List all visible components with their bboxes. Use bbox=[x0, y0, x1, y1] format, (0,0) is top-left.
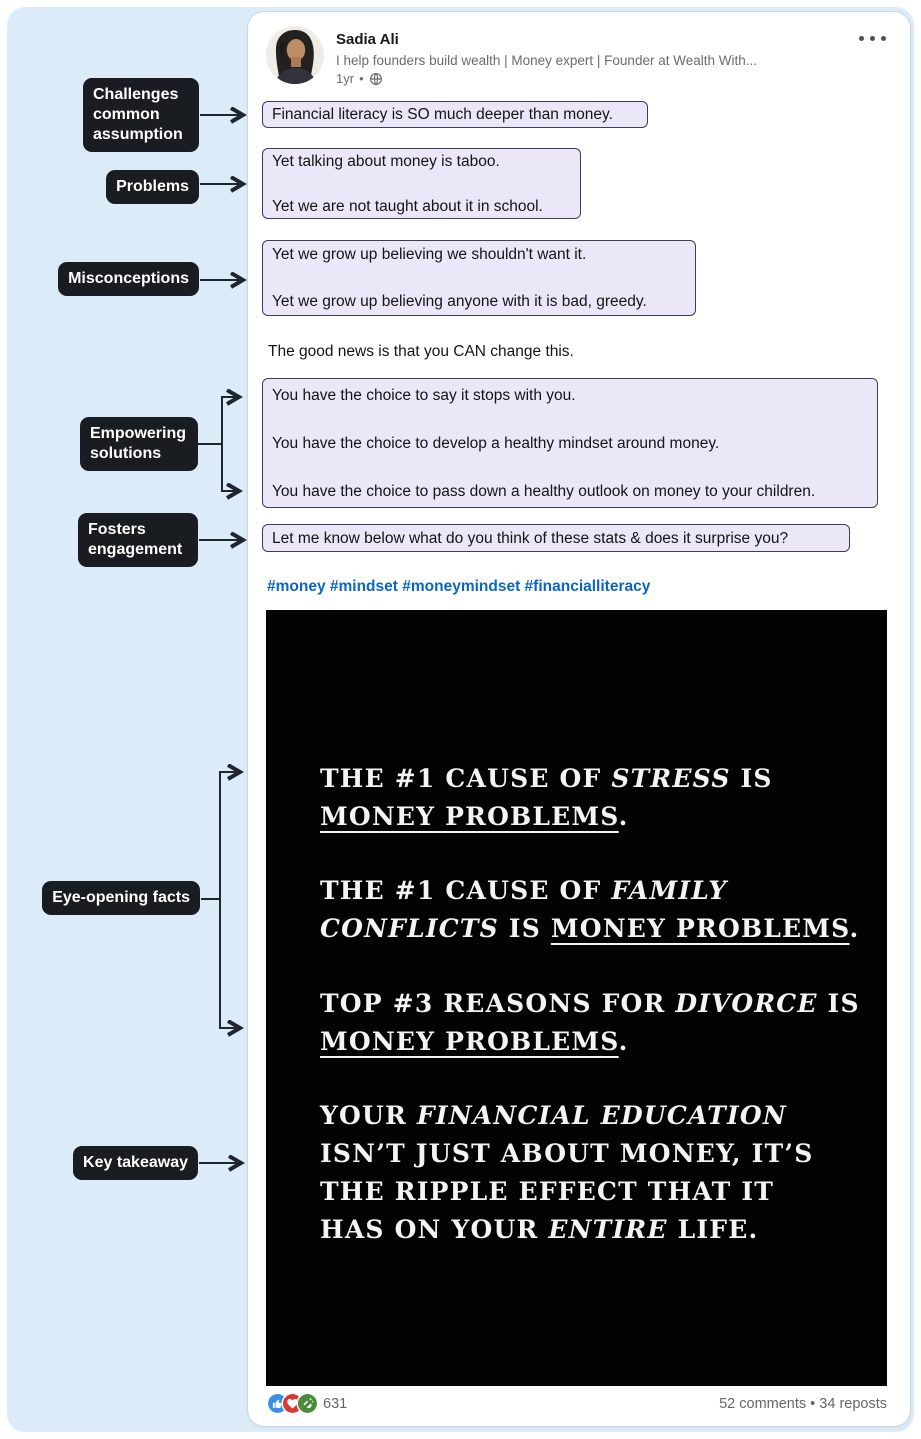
post-cta-highlight bbox=[262, 524, 850, 552]
ellipsis-icon bbox=[859, 36, 864, 41]
annotation-eye-opening-facts: Eye-opening facts bbox=[42, 881, 200, 915]
reposts-count[interactable]: 34 reposts bbox=[819, 1396, 887, 1412]
annotation-fosters-engagement: Fosters engagement bbox=[78, 513, 198, 567]
annotation-key-takeaway: Key takeaway bbox=[73, 1146, 198, 1180]
post-text: You have the choice to say it stops with you. bbox=[272, 386, 576, 404]
quote-fact-family: THE #1 CAUSE OF FAMILY CONFLICTS IS MONEY PROBLEMS. bbox=[320, 876, 860, 943]
comments-count[interactable]: 52 comments bbox=[719, 1396, 807, 1412]
quote-fact-divorce: TOP #3 REASONS FOR DIVORCE IS MONEY PROBLEMS. bbox=[320, 989, 860, 1056]
post-good-news-text: The good news is that you CAN change this. bbox=[268, 343, 574, 360]
globe-icon bbox=[369, 72, 383, 86]
annotation-misconceptions: Misconceptions bbox=[58, 262, 199, 296]
author-name[interactable]: Sadia Ali bbox=[336, 31, 399, 48]
quote-takeaway: YOUR FINANCIAL EDUCATION ISN’T JUST ABOUT MONEY, IT’S THE RIPPLE EFFECT THAT IT HAS ON YOUR ENTIRE LIFE. bbox=[320, 1101, 814, 1244]
post-text: Yet talking about money is taboo. bbox=[272, 152, 500, 170]
annotation-empowering-solutions: Empowering solutions bbox=[80, 417, 198, 471]
quote-fact-stress: THE #1 CAUSE OF STRESS IS MONEY PROBLEMS. bbox=[320, 764, 773, 831]
post-text: Let me know below what do you think of these stats & does it surprise you? bbox=[272, 529, 789, 547]
author-headline: I help founders build wealth | Money expert | Founder at Wealth With... bbox=[336, 53, 757, 68]
post-text: You have the choice to develop a healthy mindset around money. bbox=[272, 434, 720, 452]
post-text: You have the choice to pass down a healthy outlook on money to your children. bbox=[272, 482, 816, 500]
post-text: Yet we grow up believing anyone with it is bad, greedy. bbox=[272, 293, 647, 310]
annotation-challenges-assumption: Challenges common assumption bbox=[83, 78, 199, 152]
post-image[interactable] bbox=[266, 610, 887, 1386]
post-text: Yet we are not taught about it in school. bbox=[272, 197, 543, 215]
post-solutions-highlight bbox=[262, 378, 878, 508]
avatar-photo bbox=[266, 26, 324, 84]
hashtag-links[interactable]: #money #mindset #moneymindset #financialliteracy bbox=[267, 578, 651, 595]
celebrate-icon bbox=[298, 1394, 317, 1413]
avatar[interactable] bbox=[266, 26, 324, 84]
post-hook-highlight bbox=[262, 101, 648, 128]
counts-separator: • bbox=[810, 1396, 816, 1412]
reaction-count[interactable]: 631 bbox=[323, 1395, 348, 1412]
post-misconceptions-highlight bbox=[262, 240, 696, 316]
post-text: Yet we grow up believing we shouldn't want it. bbox=[272, 246, 587, 263]
post-timestamp: 1yr bbox=[336, 71, 355, 86]
annotation-problems: Problems bbox=[106, 170, 199, 204]
meta-separator: • bbox=[359, 71, 364, 86]
post-text: Financial literacy is SO much deeper than money. bbox=[272, 106, 613, 123]
post-meta bbox=[336, 71, 383, 86]
comments-reposts-counts[interactable] bbox=[719, 1396, 887, 1412]
reactions-summary[interactable] bbox=[268, 1394, 347, 1413]
post-menu-button[interactable] bbox=[850, 28, 894, 48]
post-problems-highlight bbox=[262, 148, 581, 219]
